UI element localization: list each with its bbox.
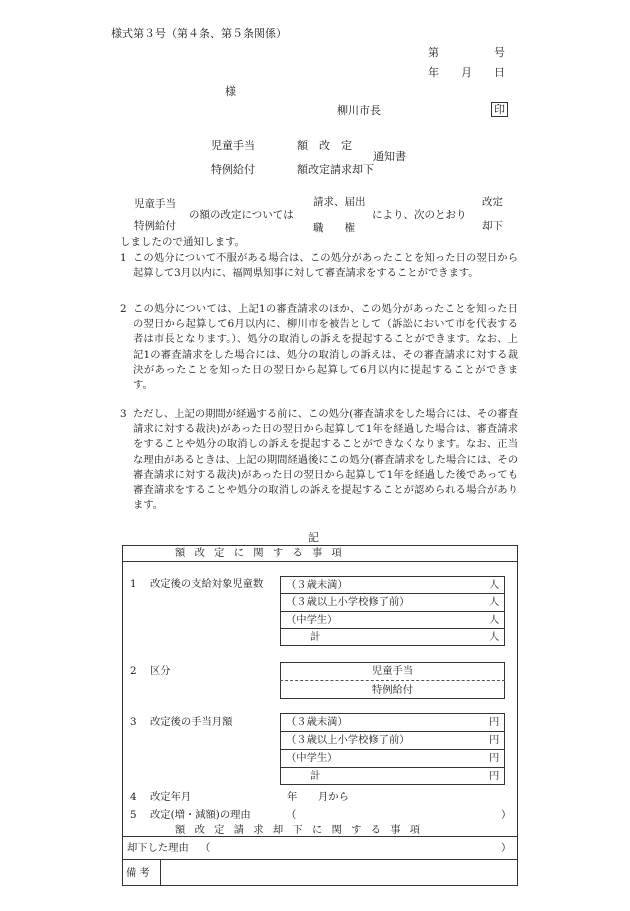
intro-tokurei-kyufu: 特例給付 xyxy=(134,220,176,232)
count-total-label: 計 xyxy=(310,631,321,643)
category-jido-teate: 児童手当 xyxy=(371,665,414,677)
revision-month-from: 月から xyxy=(318,791,349,803)
amount-elementary-label: （３歳以上小学校修了前） xyxy=(286,734,410,746)
count-elementary-label: （３歳以上小学校修了前） xyxy=(286,596,410,608)
item5-num: 5 xyxy=(130,809,137,821)
table-header-kaitei: 額改定に関する事項 xyxy=(175,547,352,559)
item2-label: 区分 xyxy=(150,665,171,677)
table-header-kyakka: 額改定請求却下に関する事項 xyxy=(175,824,430,836)
item3-num: 3 xyxy=(130,716,137,728)
notice-2 xyxy=(120,302,518,393)
notice-2-text: この処分については、上記1の審査請求のほか、この処分があったことを知った日の翌日から起算して6月以内に、柳川市を被告として（訴訟において市を代表する者は市長となります。）、処分の取消しの訴えを提起することができます。なお、上記1の審査請求をした場合には、処分の取消しの訴えは、その審査請求に対する裁決があったことを知った日の翌日から起算して6月以内に提起することができます。 xyxy=(133,303,518,392)
amount-total-unit: 円 xyxy=(489,770,500,782)
title-jido-teate: 児童手当 xyxy=(211,139,255,152)
category-tokurei-kyufu: 特例給付 xyxy=(371,684,414,696)
date-tsuki: 月 xyxy=(461,66,472,79)
intro-gaku-kaitei: の額の改定については xyxy=(189,209,294,221)
count-junior-high-unit: 人 xyxy=(489,614,500,626)
amount-elementary-unit: 円 xyxy=(489,734,500,746)
amount-total-label: 計 xyxy=(310,770,321,782)
notice-3-text: ただし、上記の期間が経過する前に、この処分(審査請求をした場合には、その審査請求に対する裁決)があった日の翌日から起算して1年を経過した場合は、審査請求をすることや処分の取消しの訴えを提起することができなくなります。なお、正当な理由があるときは、上記の期間経過後にこの処分(審査請求をした場合には、その審査請求に対する裁決)があった日の翌日から起算して1年を経過した後であっても審査請求をすることや処分の取消しの訴えを提起することが認められる場合があります。 xyxy=(133,408,518,512)
ki-label: 記 xyxy=(308,531,319,544)
rule-header1 xyxy=(122,561,518,562)
item4-num: 4 xyxy=(130,791,137,803)
intro-jido-teate: 児童手当 xyxy=(134,198,176,210)
title-kyakka: 額改定請求却下 xyxy=(297,163,374,176)
item5-label: 改定(増・減額)の理由 xyxy=(150,809,251,821)
notice-1 xyxy=(120,251,518,281)
notice-1-text: この処分について不服がある場合は、この処分があったことを知った日の翌日から起算して3月以内に、福岡県知事に対して審査請求をすることができます。 xyxy=(133,252,518,280)
seal-mark: 印 xyxy=(491,102,508,117)
item4-label: 改定年月 xyxy=(150,791,192,803)
title-gaku-kaitei: 額 改 定 xyxy=(297,139,352,152)
reject-close-paren: ） xyxy=(501,842,512,854)
item5-open-paren: （ xyxy=(286,809,297,821)
notice-3 xyxy=(120,407,518,513)
notice-1-num: 1 xyxy=(120,252,127,264)
item3-label: 改定後の手当月額 xyxy=(150,716,233,728)
doc-no-go: 号 xyxy=(494,46,505,59)
date-hi: 日 xyxy=(494,66,505,79)
issuer-name: 柳川市長 xyxy=(337,104,381,117)
notice-2-num: 2 xyxy=(120,303,127,315)
item5-close-paren: ） xyxy=(501,809,512,821)
title-suffix: 通知書 xyxy=(373,150,406,163)
rule-header2-bottom xyxy=(122,859,518,860)
category-dashed-divider xyxy=(280,680,505,681)
intro-end: しましたので通知します。 xyxy=(120,236,246,248)
intro-kaitei: 改定 xyxy=(482,196,503,208)
item2-num: 2 xyxy=(130,665,137,677)
intro-kyakka: 却下 xyxy=(482,220,503,232)
amount-junior-high-label: （中学生） xyxy=(286,752,338,764)
count-under3-label: （３歳未満） xyxy=(286,579,348,591)
revision-year: 年 xyxy=(287,791,298,803)
intro-seikyu: 請求、届出 xyxy=(313,196,366,208)
rule-remarks-divider xyxy=(160,859,161,886)
intro-shokken: 職 権 xyxy=(313,222,355,234)
count-total-unit: 人 xyxy=(489,631,500,643)
amount-under3-unit: 円 xyxy=(489,716,500,728)
date-nen: 年 xyxy=(428,66,439,79)
item1-num: 1 xyxy=(130,578,137,590)
amount-under3-label: （３歳未満） xyxy=(286,716,348,728)
doc-no-dai: 第 xyxy=(428,46,439,59)
intro-niyori: により、次のとおり xyxy=(372,209,467,221)
title-tokurei-kyufu: 特例給付 xyxy=(211,163,255,176)
reject-reason-label: 却下した理由 xyxy=(127,842,189,854)
reject-open-paren: （ xyxy=(200,842,211,854)
count-under3-unit: 人 xyxy=(489,579,500,591)
count-elementary-unit: 人 xyxy=(489,596,500,608)
amount-junior-high-unit: 円 xyxy=(489,752,500,764)
remarks-label: 備考 xyxy=(126,867,153,879)
form-number: 様式第３号（第４条、第５条関係） xyxy=(111,27,287,40)
addressee-suffix: 様 xyxy=(225,85,236,98)
item1-label: 改定後の支給対象児童数 xyxy=(150,578,264,590)
count-junior-high-label: （中学生） xyxy=(286,614,338,626)
notice-3-num: 3 xyxy=(120,408,127,420)
